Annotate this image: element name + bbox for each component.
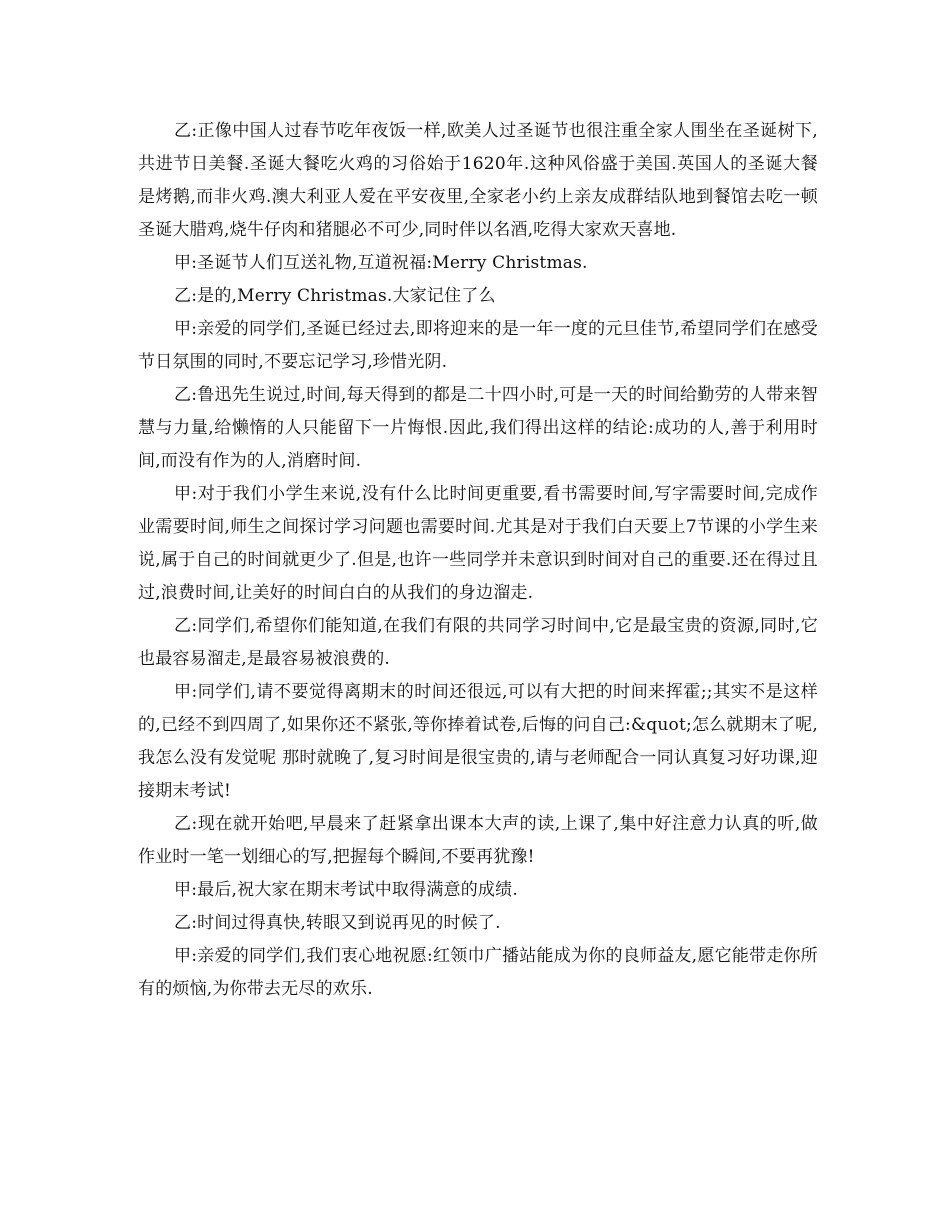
paragraph: 甲:亲爱的同学们,圣诞已经过去,即将迎来的是一年一度的元旦佳节,希望同学们在感受节日氛围的同时,不要忘记学习,珍惜光阴. <box>138 319 818 372</box>
paragraph: 乙:是的,Merry Christmas.大家记住了么 <box>174 286 496 306</box>
paragraph: 甲:亲爱的同学们,我们衷心地祝愿:红领巾广播站能成为你的良师益友,愿它能带走你所有的烦恼,为你带去无尽的欢乐. <box>138 946 818 999</box>
paragraph: 甲:圣诞节人们互送礼物,互道祝福:Merry Christmas. <box>174 253 588 273</box>
paragraph: 乙:同学们,希望你们能知道,在我们有限的共同学习时间中,它是最宝贵的资源,同时,它也最容易溜走,是最容易被浪费的. <box>138 616 818 669</box>
paragraph: 乙:现在就开始吧,早晨来了赶紧拿出课本大声的读,上课了,集中好注意力认真的听,做作业时一笔一划细心的写,把握每个瞬间,不要再犹豫! <box>138 814 818 867</box>
document-body <box>138 115 818 1006</box>
paragraph: 乙:鲁迅先生说过,时间,每天得到的都是二十四小时,可是一天的时间给勤劳的人带来智慧与力量,给懒惰的人只能留下一片悔恨.因此,我们得出这样的结论:成功的人,善于利用时间,而没有作为的人,消磨时间. <box>138 385 818 471</box>
paragraph: 甲:最后,祝大家在期末考试中取得满意的成绩. <box>174 880 518 900</box>
paragraph: 乙:正像中国人过春节吃年夜饭一样,欧美人过圣诞节也很注重全家人围坐在圣诞树下,共进节日美餐.圣诞大餐吃火鸡的习俗始于1620年.这种风俗盛于美国.英国人的圣诞大餐是烤鹅,而非火鸡.澳大利亚人爱在平安夜里,全家老小约上亲友成群结队地到餐馆去吃一顿圣诞大腊鸡,烧牛仔肉和猪腿必不可少,同时伴以名酒,吃得大家欢天喜地. <box>138 121 818 240</box>
paragraph: 甲:同学们,请不要觉得离期末的时间还很远,可以有大把的时间来挥霍;;其实不是这样的,已经不到四周了,如果你还不紧张,等你捧着试卷,后悔的问自己:&quot;怎么就期末了呢,我怎么没有发觉呢 那时就晚了,复习时间是很宝贵的,请与老师配合一同认真复习好功课,迎接期末考试! <box>138 682 818 801</box>
paragraph: 甲:对于我们小学生来说,没有什么比时间更重要,看书需要时间,写字需要时间,完成作业需要时间,师生之间探讨学习问题也需要时间.尤其是对于我们白天要上7节课的小学生来说,属于自己的时间就更少了.但是,也许一些同学并未意识到时间对自己的重要.还在得过且过,浪费时间,让美好的时间白白的从我们的身边溜走. <box>138 484 818 603</box>
paragraph: 乙:时间过得真快,转眼又到说再见的时候了. <box>174 913 501 933</box>
